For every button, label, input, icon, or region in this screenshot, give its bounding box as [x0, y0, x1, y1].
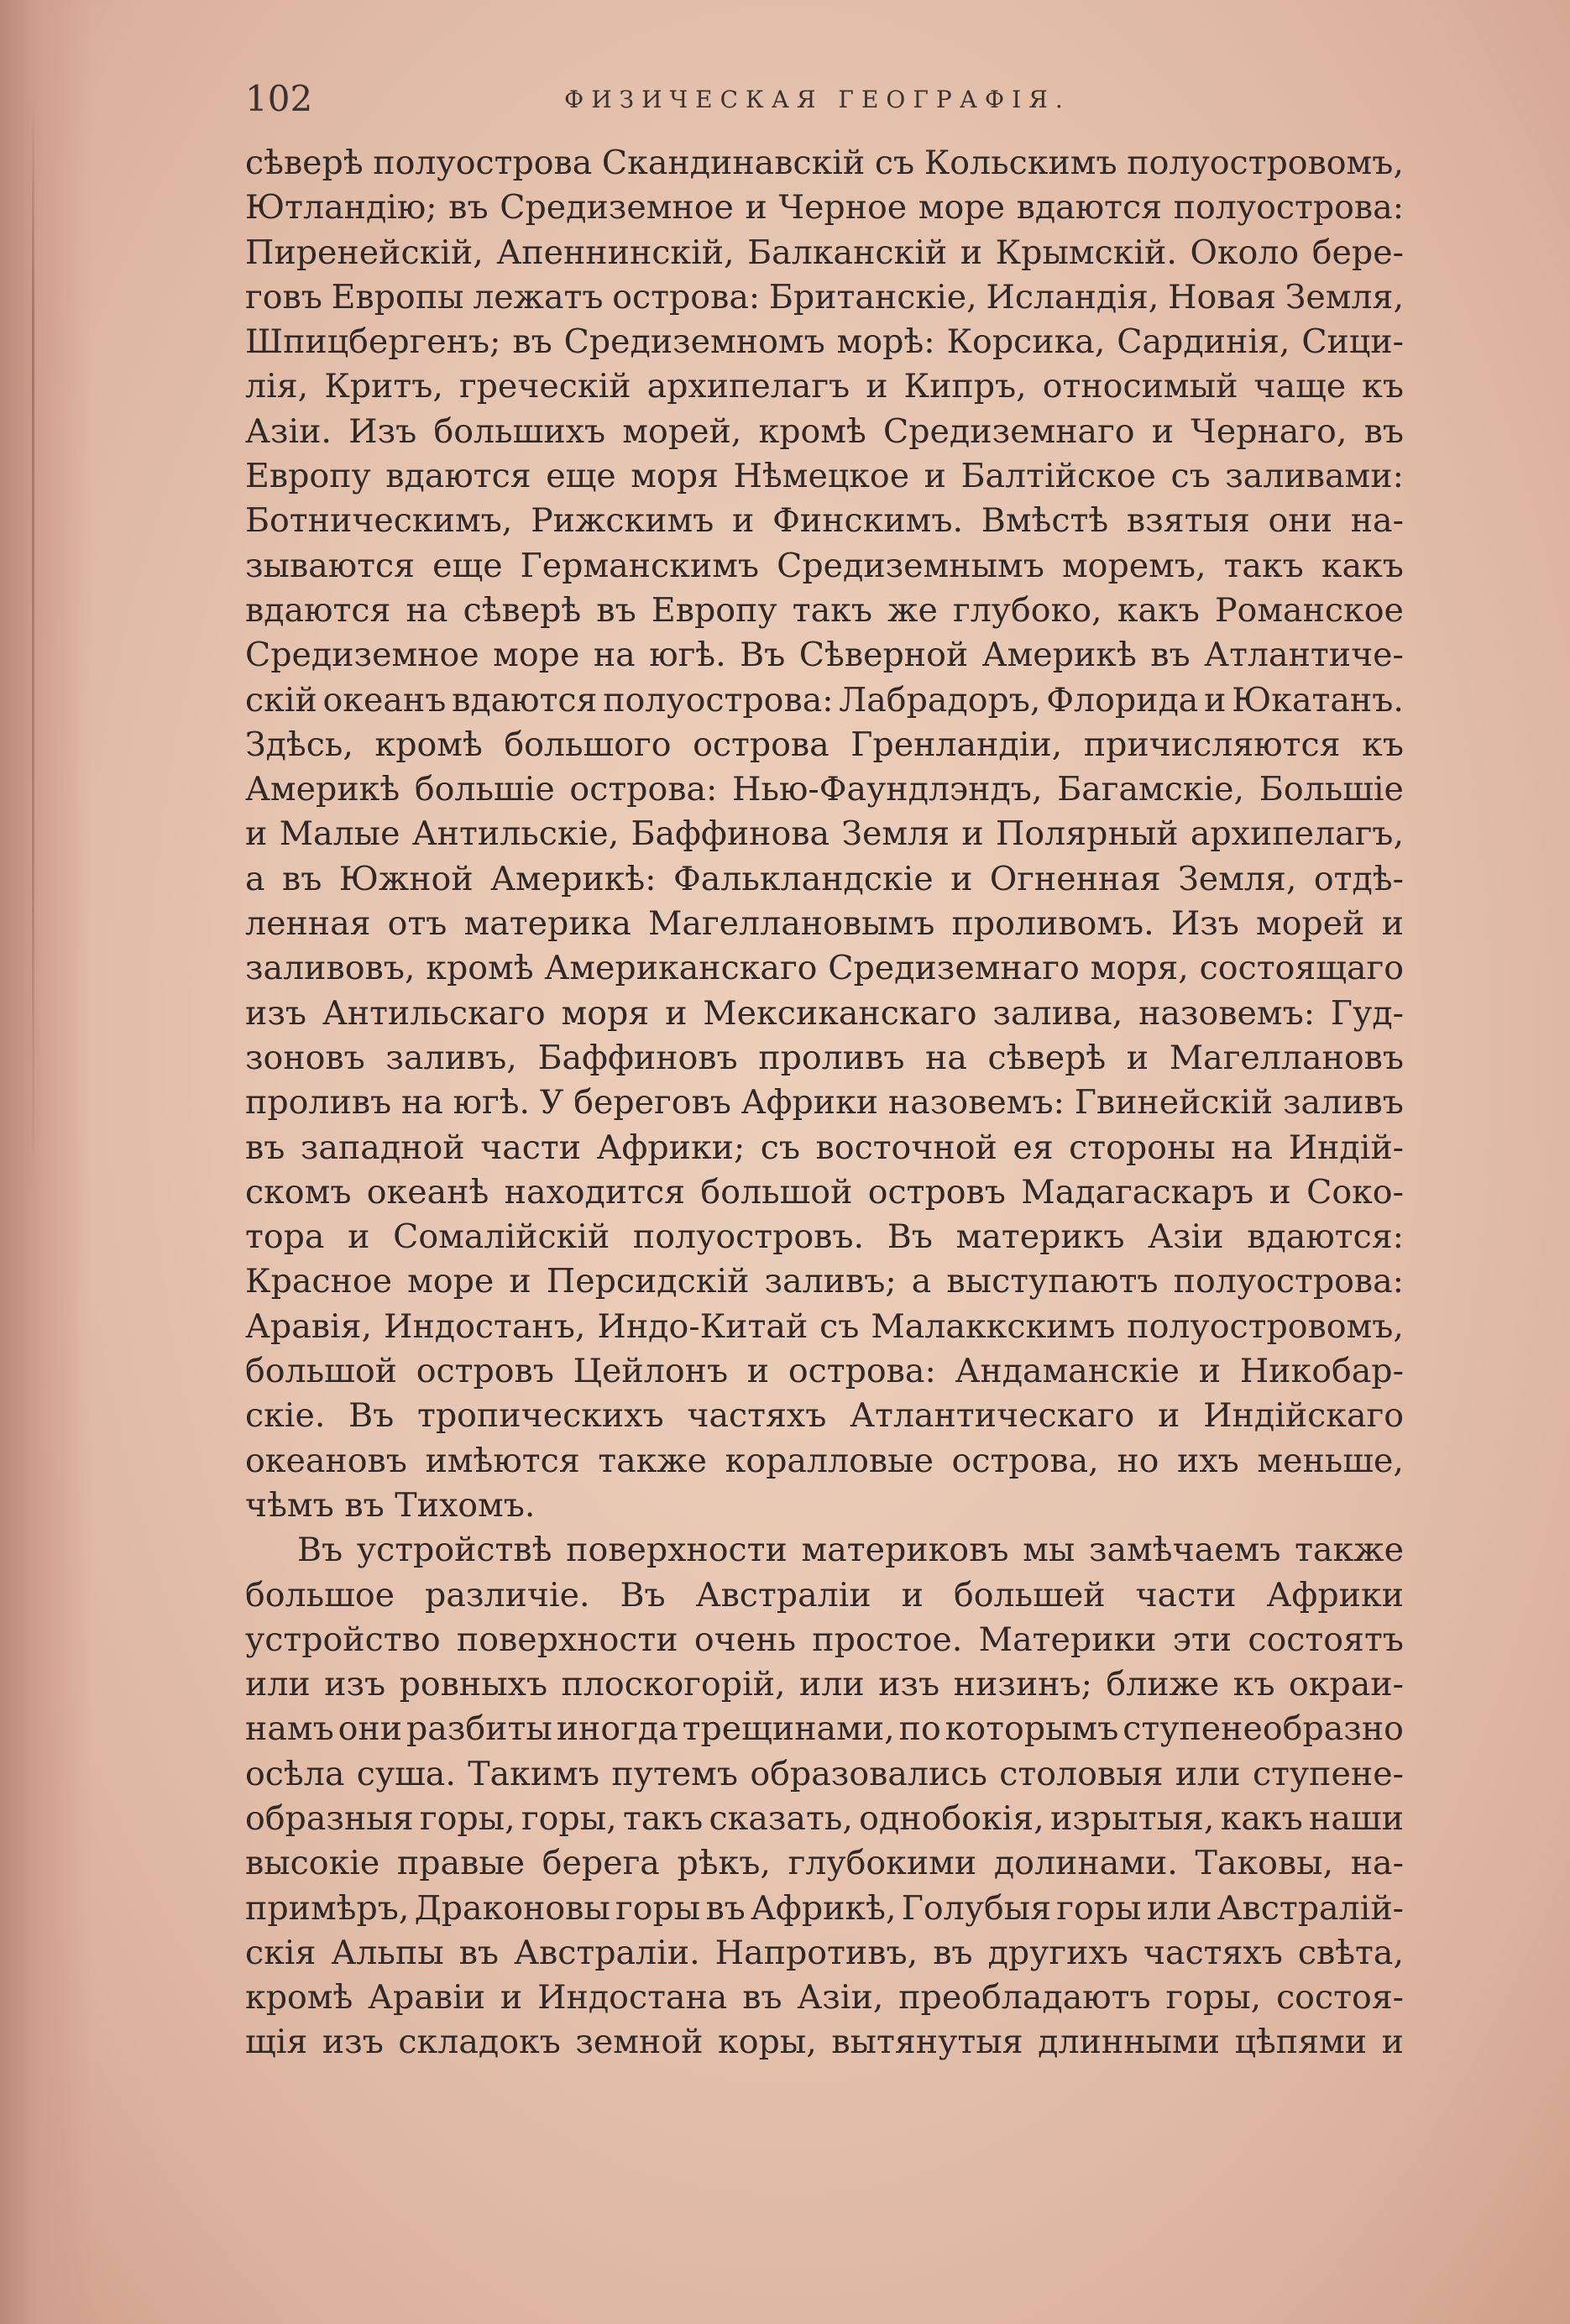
- text-line: Здѣсь, кромѣ большого острова Гренландіи, причисляются къ: [245, 725, 1404, 764]
- text-line: зываются еще Германскимъ Средиземнымъ моремъ, такъ какъ: [245, 546, 1404, 585]
- gutter-shadow: [0, 0, 92, 2324]
- text-line: осѣла суша. Такимъ путемъ образовались столовыя или ступене-: [245, 1754, 1404, 1793]
- text-line: зоновъ заливъ, Баффиновъ проливъ на сѣверѣ и Магеллановъ: [245, 1038, 1404, 1077]
- text-line: въ западной части Африки; съ восточной ея стороны на Индій-: [245, 1128, 1404, 1167]
- page-number: 102: [245, 78, 313, 119]
- text-line: сѣверѣ полуострова Скандинавскій съ Кольскимъ полуостровомъ,: [245, 144, 1404, 182]
- text-line: заливовъ, кромѣ Американскаго Средиземнаго моря, состоящаго: [245, 949, 1404, 988]
- text-line: чѣмъ въ Тихомъ.: [245, 1485, 536, 1525]
- body-text: [245, 141, 1404, 2065]
- text-line: Европу вдаются еще моря Нѣмецкое и Балтійское съ заливами:: [245, 457, 1404, 496]
- text-line: тора и Сомалійскій полуостровъ. Въ материкъ Азіи вдаются:: [245, 1217, 1404, 1257]
- text-line: и Малые Антильскіе, Баффинова Земля и Полярный архипелагъ,: [245, 814, 1404, 854]
- text-line: большой островъ Цейлонъ и острова: Андаманскіе и Никобар-: [245, 1352, 1404, 1391]
- text-line: Средиземное море на югѣ. Въ Сѣверной Америкѣ въ Атлантиче-: [245, 636, 1404, 675]
- text-line: скій океанъ вдаются полуострова: Лабрадоръ, Флорида и Юкатанъ.: [245, 680, 1404, 720]
- text-line: высокіе правые берега рѣкъ, глубокими долинами. Таковы, на-: [245, 1844, 1404, 1883]
- text-line: океановъ имѣются также коралловые острова, но ихъ меньше,: [245, 1441, 1404, 1480]
- text-line: Ютландію; въ Средиземное и Черное море вдаются полуострова:: [245, 188, 1404, 228]
- text-line: вдаются на сѣверѣ въ Европу такъ же глубоко, какъ Романское: [245, 590, 1404, 630]
- text-line: намъ они разбиты иногда трещинами, по которымъ ступенеобразно: [245, 1709, 1404, 1749]
- text-line: Шпицбергенъ; въ Средиземномъ морѣ: Корсика, Сардинія, Сици-: [245, 322, 1404, 362]
- text-line: проливъ на югѣ. У береговъ Африки назовемъ: Гвинейскій заливъ: [245, 1083, 1404, 1123]
- text-line: говъ Европы лежатъ острова: Британскіе, Исландія, Новая Земля,: [245, 277, 1404, 317]
- text-line: устройство поверхности очень простое. Материки эти состоятъ: [245, 1620, 1404, 1659]
- text-line: скомъ океанѣ находится большой островъ Мадагаскаръ и Соко-: [245, 1172, 1404, 1212]
- text-line: или изъ ровныхъ плоскогорій, или изъ низинъ; ближе къ окраи-: [245, 1665, 1404, 1704]
- text-line: щія изъ складокъ земной коры, вытянутыя длинными цѣпями и: [245, 2023, 1404, 2062]
- text-line: образныя горы, горы, такъ сказать, однобокія, изрытыя, какъ наши: [245, 1798, 1404, 1838]
- text-line: скія Альпы въ Австраліи. Напротивъ, въ другихъ частяхъ свѣта,: [245, 1933, 1404, 1972]
- text-line: кромѣ Аравіи и Индостана въ Азіи, преобладаютъ горы, состоя-: [245, 1978, 1404, 2018]
- running-title: ФИЗИЧЕСКАЯ ГЕОГРАФІЯ.: [564, 86, 1070, 113]
- text-line: Америкѣ большіе острова: Нью-Фаундлэндъ, Багамскіе, Большіе: [245, 770, 1404, 809]
- text-line: изъ Антильскаго моря и Мексиканскаго залива, назовемъ: Гуд-: [245, 993, 1404, 1033]
- text-line: Аравія, Индостанъ, Индо-Китай съ Малаккскимъ полуостровомъ,: [245, 1306, 1404, 1346]
- text-line: Азіи. Изъ большихъ морей, кромѣ Средиземнаго и Чернаго, въ: [245, 411, 1404, 451]
- text-line: ленная отъ материка Магеллановымъ проливомъ. Изъ морей и: [245, 904, 1404, 944]
- text-line: лія, Критъ, греческій архипелагъ и Кипръ, относимый чаще къ: [245, 367, 1404, 406]
- text-line: большое различіе. Въ Австраліи и большей части Африки: [245, 1575, 1404, 1615]
- text-line: Красное море и Персидскій заливъ; а выступаютъ полуострова:: [245, 1262, 1404, 1301]
- text-line: Пиренейскій, Апеннинскій, Балканскій и Крымскій. Около бере-: [245, 233, 1404, 272]
- text-line: Въ устройствѣ поверхности материковъ мы замѣчаемъ также: [297, 1531, 1404, 1570]
- page-header: [245, 74, 1404, 124]
- text-line: примѣръ, Драконовы горы въ Африкѣ, Голубыя горы или Австралій-: [245, 1888, 1404, 1928]
- text-line: Ботническимъ, Рижскимъ и Финскимъ. Вмѣстѣ взятыя они на-: [245, 501, 1404, 541]
- binding-crease: [32, 101, 34, 1192]
- text-line: скіе. Въ тропическихъ частяхъ Атлантическаго и Индійскаго: [245, 1396, 1404, 1436]
- text-line: а въ Южной Америкѣ: Фальклaндскіе и Огненная Земля, отдѣ-: [245, 859, 1404, 898]
